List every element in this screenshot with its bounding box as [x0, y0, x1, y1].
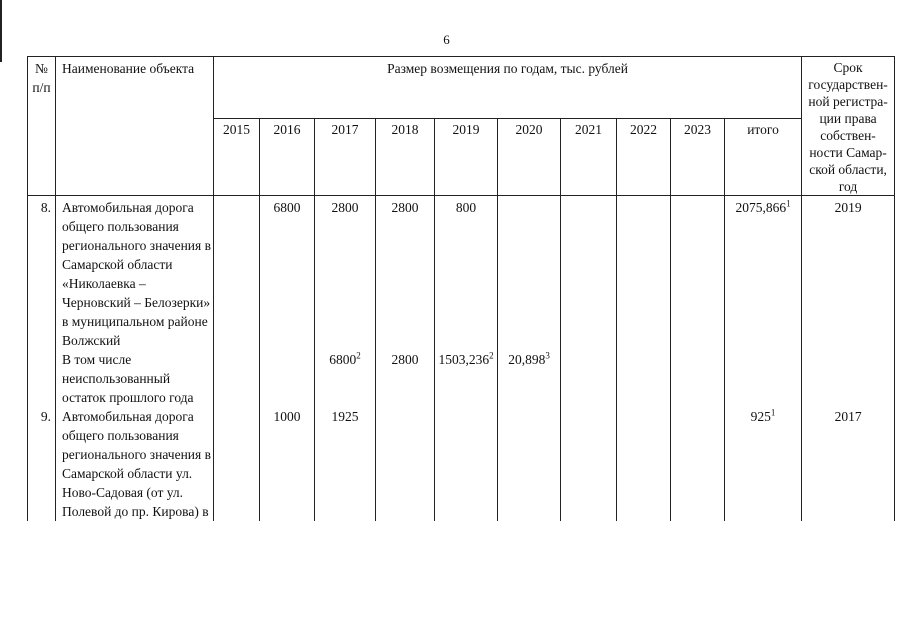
header-year-2023: 2023	[671, 118, 725, 195]
footnote-mark: 1	[786, 198, 791, 209]
header-year-2015: 2015	[214, 118, 260, 195]
footnote-mark: 1	[770, 407, 776, 418]
footnote-mark: 2	[356, 350, 361, 361]
value-2018	[376, 407, 435, 521]
value-2020	[498, 350, 561, 407]
value-2016: 6800	[260, 196, 315, 351]
registration-year	[802, 350, 895, 407]
object-name: Автомобильная дорога общего пользования регионального значения в Самарской области ул. Ново-Садовая (от ул. Полевой до пр. Кирова) в	[56, 407, 214, 521]
value-2018: 2800	[376, 196, 435, 351]
value-2023	[671, 350, 725, 407]
value-2023	[671, 196, 725, 351]
header-year-2018: 2018	[376, 118, 435, 195]
value-2015	[214, 407, 260, 521]
header-term: Срок государствен-ной регистра-ции права собствен-ности Самар-ской области, год	[802, 57, 895, 196]
footnote-mark: 2	[489, 350, 494, 361]
value-2017	[315, 350, 376, 407]
value-total	[725, 196, 802, 351]
value-2017: 2800	[315, 196, 376, 351]
value-2015	[214, 196, 260, 351]
value-total	[725, 407, 802, 521]
compensation-table	[27, 56, 895, 521]
row-number	[28, 350, 56, 407]
value-2020	[498, 196, 561, 351]
value-2020	[498, 407, 561, 521]
header-amount: Размер возмещения по годам, тыс. рублей	[214, 57, 802, 119]
value-2023	[671, 407, 725, 521]
cell-value: 6800	[329, 352, 357, 367]
total-value: 2075,866	[735, 200, 787, 215]
value-total	[725, 350, 802, 407]
value-2015	[214, 350, 260, 407]
value-2021	[561, 407, 617, 521]
footnote-mark: 3	[545, 350, 550, 361]
registration-year: 2017	[802, 407, 895, 521]
value-2018: 2800	[376, 350, 435, 407]
header-year-2016: 2016	[260, 118, 315, 195]
page-number: 6	[443, 32, 450, 47]
header-name: Наименование объекта	[56, 57, 214, 196]
value-2019: 800	[435, 196, 498, 351]
value-2019	[435, 350, 498, 407]
cell-value: 1503,236	[438, 352, 490, 367]
header-num: № п/п	[28, 57, 56, 196]
header-total: итого	[725, 118, 802, 195]
header-year-2022: 2022	[617, 118, 671, 195]
value-2019	[435, 407, 498, 521]
value-2022	[617, 350, 671, 407]
value-2021	[561, 350, 617, 407]
total-value: 925	[750, 409, 771, 424]
value-2021	[561, 196, 617, 351]
value-2022	[617, 407, 671, 521]
table-row	[28, 407, 895, 521]
scan-edge-mark	[0, 0, 2, 62]
object-name: Автомобильная дорога общего пользования регионального значения в Самарской области «Николаевка – Черновский – Белозерки» в муниципальном районе Волжский	[56, 196, 214, 351]
object-name: В том числе неиспользованный остаток прошлого года	[56, 350, 214, 407]
table-row	[28, 196, 895, 351]
value-2016: 1000	[260, 407, 315, 521]
header-year-2020: 2020	[498, 118, 561, 195]
value-2017: 1925	[315, 407, 376, 521]
table-row	[28, 350, 895, 407]
header-year-2019: 2019	[435, 118, 498, 195]
value-2022	[617, 196, 671, 351]
registration-year: 2019	[802, 196, 895, 351]
header-year-2017: 2017	[315, 118, 376, 195]
row-number: 9.	[28, 407, 56, 521]
cell-value: 20,898	[508, 352, 546, 367]
value-2016	[260, 350, 315, 407]
header-year-2021: 2021	[561, 118, 617, 195]
row-number: 8.	[28, 196, 56, 351]
